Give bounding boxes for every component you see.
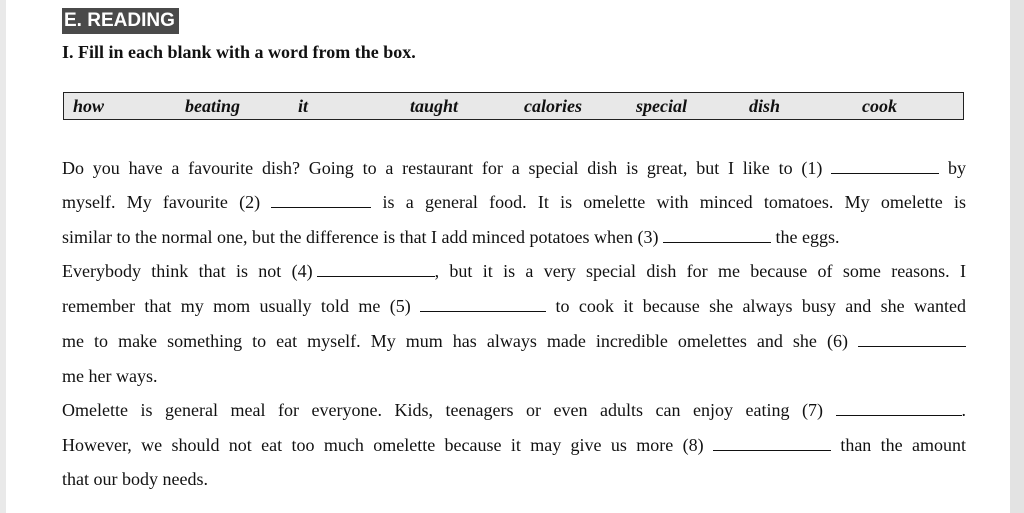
blank-6[interactable] <box>858 330 966 347</box>
passage-line <box>62 467 966 491</box>
passage-line <box>62 190 966 214</box>
word-box-item: it <box>298 96 309 116</box>
passage-line <box>62 329 966 353</box>
word-box-item: calories <box>524 96 582 116</box>
blank-7[interactable] <box>836 399 962 416</box>
word-box-item: dish <box>749 96 781 116</box>
section-title: E. READING <box>62 8 179 34</box>
passage-text: myself. My favourite (2) <box>62 192 261 212</box>
word-box-item: cook <box>862 96 897 116</box>
passage-text: to cook it because she always busy and she wanted <box>555 296 967 316</box>
word-box-item: taught <box>410 96 459 116</box>
blank-5[interactable] <box>420 295 546 312</box>
blank-4[interactable] <box>317 260 435 277</box>
passage-text: . <box>961 400 967 420</box>
passage-text: by <box>948 158 967 178</box>
blank-3[interactable] <box>663 226 771 243</box>
passage-text: Do you have a favourite dish? Going to a restaurant for a special dish is great, but I like to (1) <box>62 158 823 178</box>
blank-1[interactable] <box>831 157 939 174</box>
blank-8[interactable] <box>713 434 831 451</box>
passage-text: is a general food. It is omelette with minced tomatoes. My omelette is <box>382 192 967 212</box>
page-left-edge <box>0 0 6 513</box>
passage-line <box>62 225 966 249</box>
passage-line <box>62 364 966 388</box>
passage-text: Omelette is general meal for everyone. Kids, teenagers or even adults can enjoy eating (7) <box>62 400 823 420</box>
word-box-item: beating <box>185 96 241 116</box>
passage-text: me her ways. <box>62 366 158 386</box>
passage-line <box>62 398 966 422</box>
exercise-instruction: I. Fill in each blank with a word from the box. <box>62 42 416 62</box>
passage-line <box>62 294 966 318</box>
passage-line <box>62 433 966 457</box>
passage-text: , but it is a very special dish for me because of some reasons. I <box>434 261 966 281</box>
word-box-item: how <box>73 96 105 116</box>
passage-text: the eggs. <box>775 227 840 247</box>
passage-text: However, we should not eat too much omelette because it may give us more (8) <box>62 435 704 455</box>
passage-text: similar to the normal one, but the difference is that I add minced potatoes when (3) <box>62 227 659 247</box>
passage-text: that our body needs. <box>62 469 208 489</box>
word-box-item: special <box>636 96 687 116</box>
passage-text: remember that my mom usually told me (5) <box>62 296 411 316</box>
passage-text: than the amount <box>840 435 966 455</box>
word-box <box>63 92 964 120</box>
passage-line <box>62 259 966 283</box>
passage-line <box>62 156 966 180</box>
page-right-edge <box>1010 0 1024 513</box>
passage-text: me to make something to eat myself. My mum has always made incredible omelettes and she (6) <box>62 331 848 351</box>
blank-2[interactable] <box>271 191 371 208</box>
passage-text: Everybody think that is not (4) <box>62 261 313 281</box>
